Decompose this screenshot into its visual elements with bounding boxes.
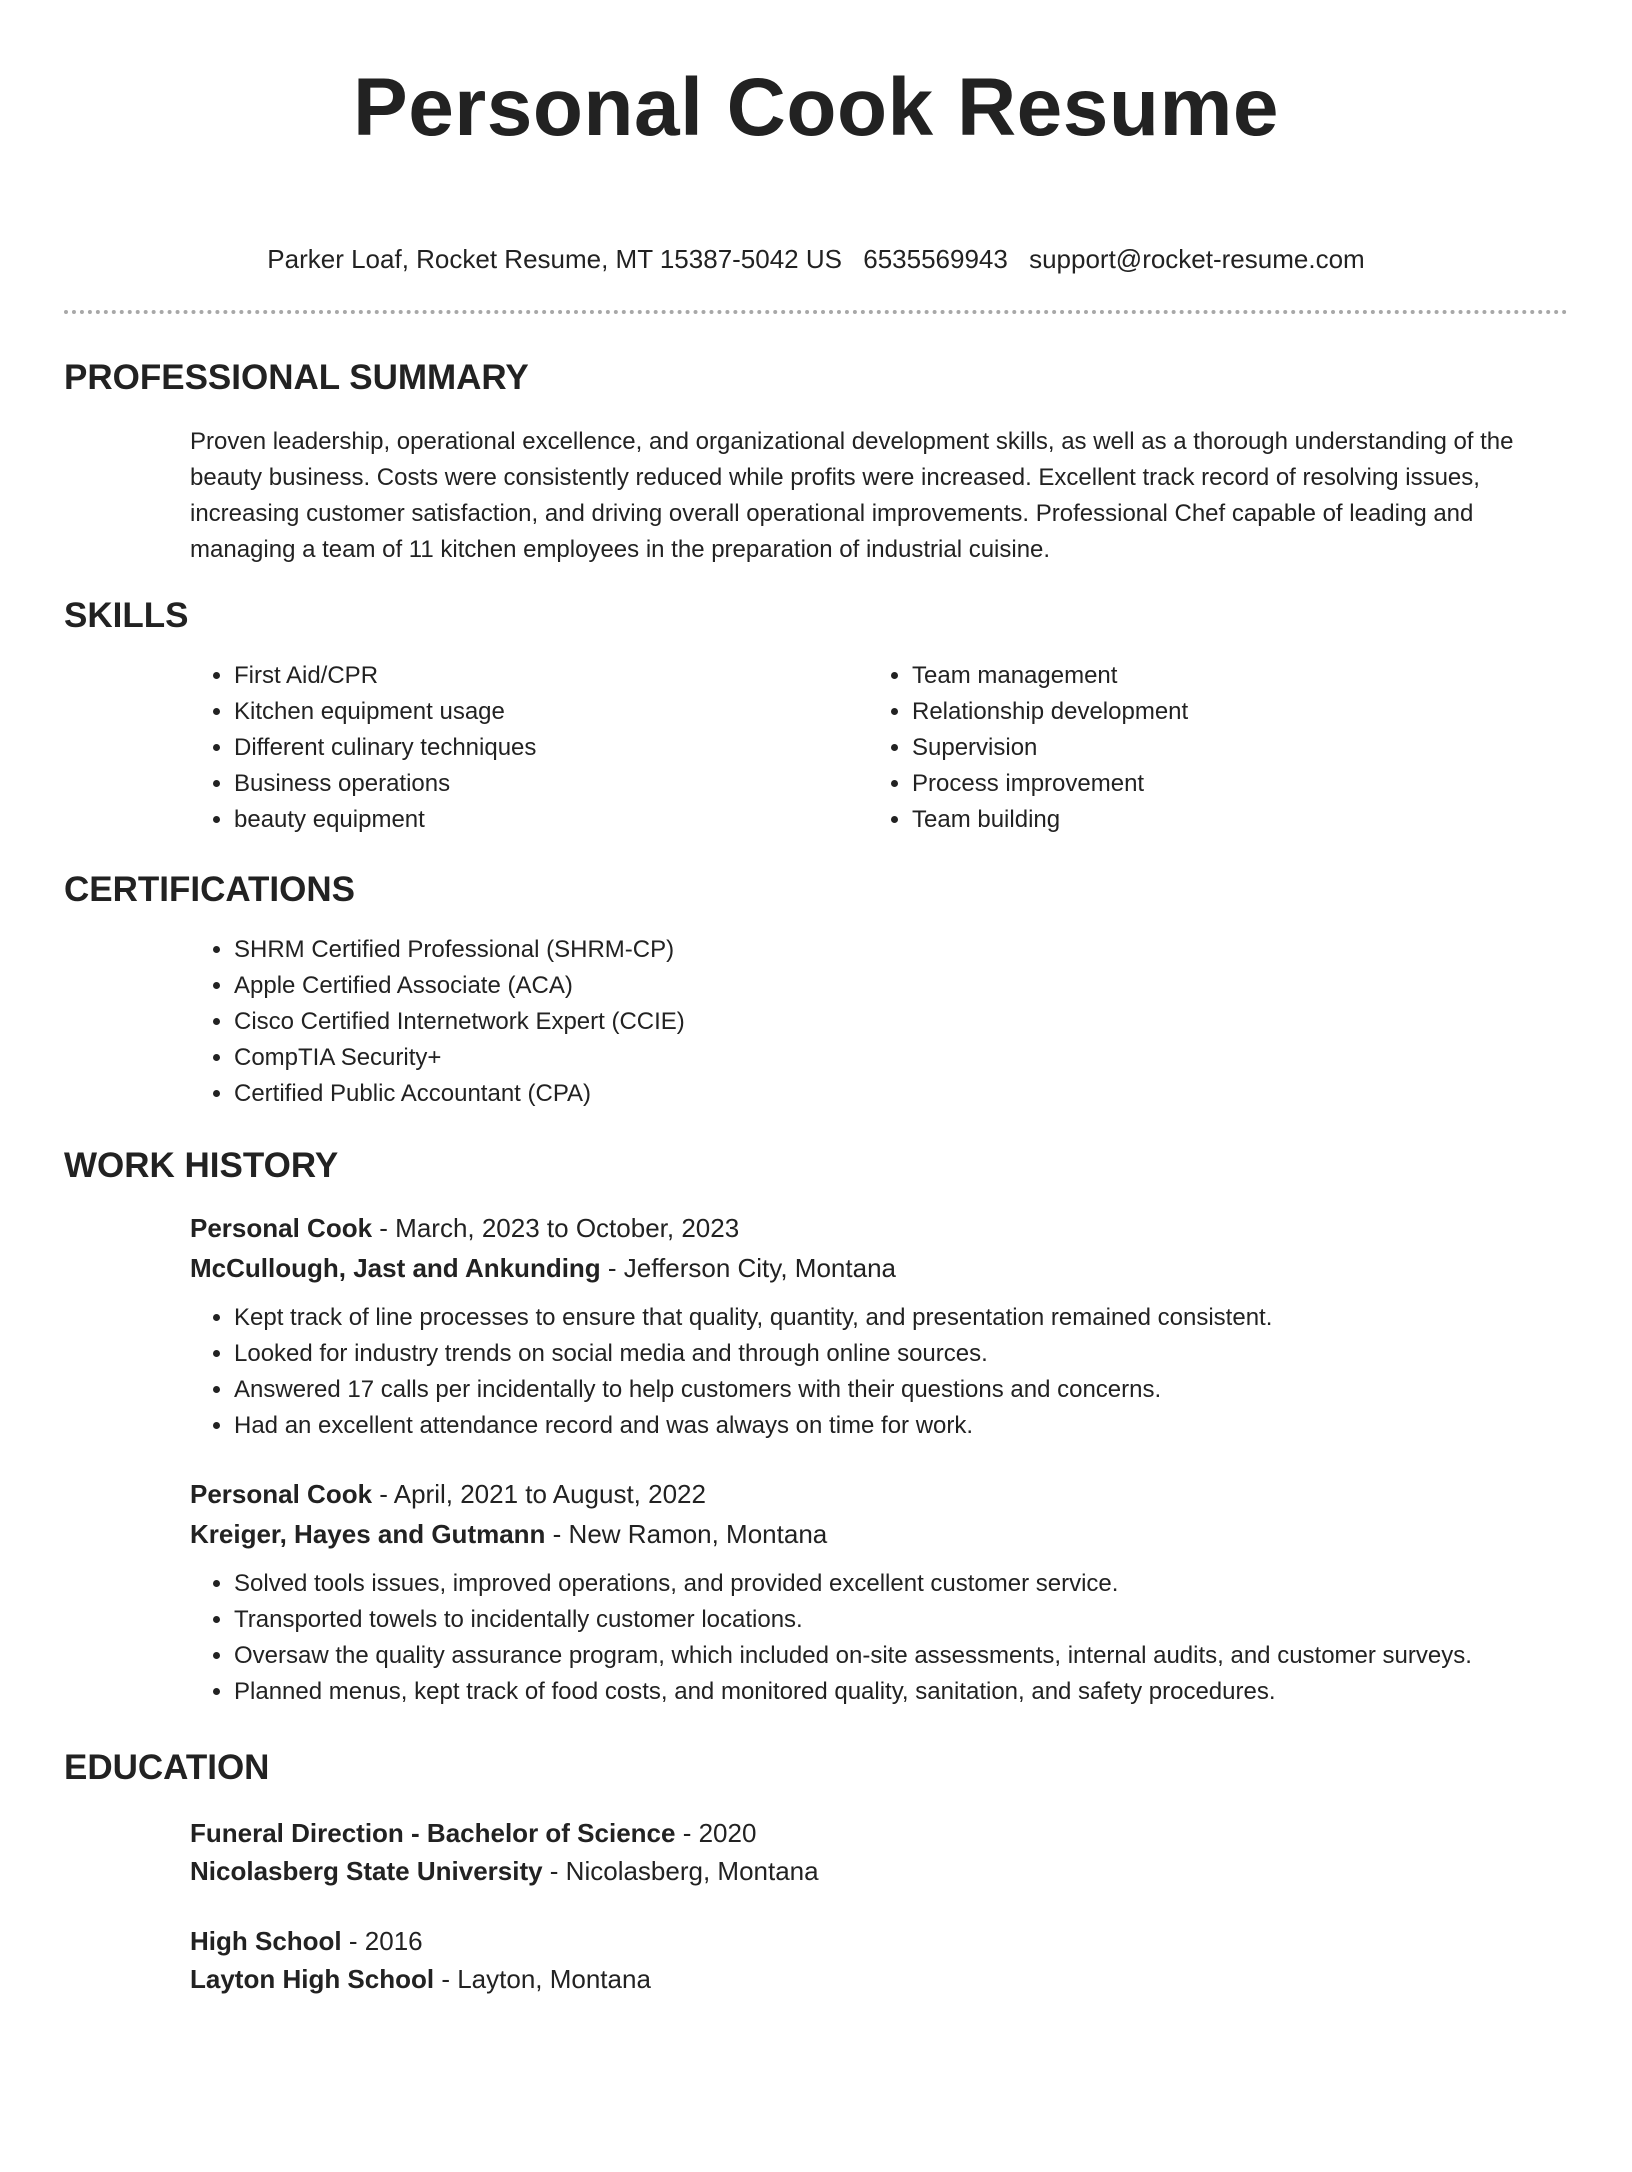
skill-item: • First Aid/CPR [234,658,868,694]
skill-item: • Kitchen equipment usage [234,694,868,730]
education-heading: EDUCATION [64,1748,270,1787]
contact-email: support@rocket-resume.com [1029,244,1365,274]
education-location: - Layton, Montana [434,1964,651,1994]
education-school-line [190,1960,1568,1998]
education-location: - Nicolasberg, Montana [542,1856,819,1886]
job-duty-item: • Transported towels to incidentally customer locations. [234,1602,1568,1638]
skill-item: • Process improvement [912,766,1546,802]
skills-section [64,596,1568,838]
education-degree-line [190,1814,1568,1852]
education-year: - 2020 [675,1818,757,1848]
certifications-list [190,932,1568,1112]
education-entry [190,1922,1568,1998]
summary-text: Proven leadership, operational excellence, and organizational development skills, as well as a thorough understanding of the beauty business. Costs were consistently reduced while profits were increased. Excellent track record of resolving issues, increasing customer satisfaction, and driving overall operational improvements. Professional Chef capable of leading and managing a team of 11 kitchen employees in the preparation of industrial cuisine. [190,428,1514,563]
education-degree: Funeral Direction - Bachelor of Science [190,1818,676,1848]
skill-item: • beauty equipment [234,802,868,838]
job-duty-item: • Solved tools issues, improved operations, and provided excellent customer service. [234,1566,1568,1602]
certification-item: • Cisco Certified Internetwork Expert (CCIE) [234,1004,1568,1040]
skills-column-left [190,658,868,838]
summary-section [64,358,1568,568]
job-title: Personal Cook [190,1213,373,1243]
job-duty-item: • Answered 17 calls per incidentally to help customers with their questions and concerns. [234,1372,1568,1408]
job-company-line [190,1514,1568,1554]
certification-item: • CompTIA Security+ [234,1040,1568,1076]
job-dates: - March, 2023 to October, 2023 [372,1213,740,1243]
skill-item: • Supervision [912,730,1546,766]
certification-item: • SHRM Certified Professional (SHRM-CP) [234,932,1568,968]
skill-item: • Team building [912,802,1546,838]
job-location: - Jefferson City, Montana [600,1253,896,1283]
contact-address: Parker Loaf, Rocket Resume, MT 15387-5042 US [267,244,842,274]
job-title-line [190,1208,1568,1248]
certifications-section [64,870,1568,1112]
skill-item: • Relationship development [912,694,1546,730]
job-duty-item: • Had an excellent attendance record and was always on time for work. [234,1408,1568,1444]
skills-list-left [190,658,868,838]
job-company: McCullough, Jast and Ankunding [190,1253,601,1283]
education-section [64,1748,1568,1998]
education-school: Layton High School [190,1964,435,1994]
education-entry [190,1814,1568,1890]
skills-column-right [868,658,1546,838]
contact-phone: 6535569943 [863,244,1008,274]
job-duty-item: • Kept track of line processes to ensure that quality, quantity, and presentation remained consistent. [234,1300,1568,1336]
job-duty-item: • Oversaw the quality assurance program, which included on-site assessments, internal audits, and customer surveys. [234,1638,1568,1674]
job-duties-list [190,1566,1568,1710]
skill-item: • Team management [912,658,1546,694]
job-duties-list [190,1300,1568,1444]
education-degree-line [190,1922,1568,1960]
job-entry [190,1208,1568,1444]
job-title: Personal Cook [190,1479,373,1509]
skill-item: • Different culinary techniques [234,730,868,766]
summary-heading: PROFESSIONAL SUMMARY [64,358,529,397]
job-location: - New Ramon, Montana [545,1519,828,1549]
skill-item: • Business operations [234,766,868,802]
job-entry [190,1474,1568,1710]
skills-heading: SKILLS [64,596,189,635]
job-dates: - April, 2021 to August, 2022 [372,1479,706,1509]
certification-item: • Certified Public Accountant (CPA) [234,1076,1568,1112]
job-duty-item: • Planned menus, kept track of food costs, and monitored quality, sanitation, and safety procedures. [234,1674,1568,1710]
job-title-line [190,1474,1568,1514]
resume-title: Personal Cook Resume [353,62,1279,153]
resume-page [0,60,1632,2172]
skills-columns [190,658,1568,838]
certification-item: • Apple Certified Associate (ACA) [234,968,1568,1004]
skills-list-right [868,658,1546,838]
education-school: Nicolasberg State University [190,1856,543,1886]
header-divider [64,310,1568,314]
education-degree: High School [190,1926,342,1956]
job-duty-item: • Looked for industry trends on social media and through online sources. [234,1336,1568,1372]
job-company-line [190,1248,1568,1288]
certifications-heading: CERTIFICATIONS [64,870,356,909]
education-school-line [190,1852,1568,1890]
contact-line [64,242,1568,276]
education-year: - 2016 [341,1926,423,1956]
job-company: Kreiger, Hayes and Gutmann [190,1519,546,1549]
work-history-section [64,1146,1568,1710]
work-history-heading: WORK HISTORY [64,1146,339,1185]
